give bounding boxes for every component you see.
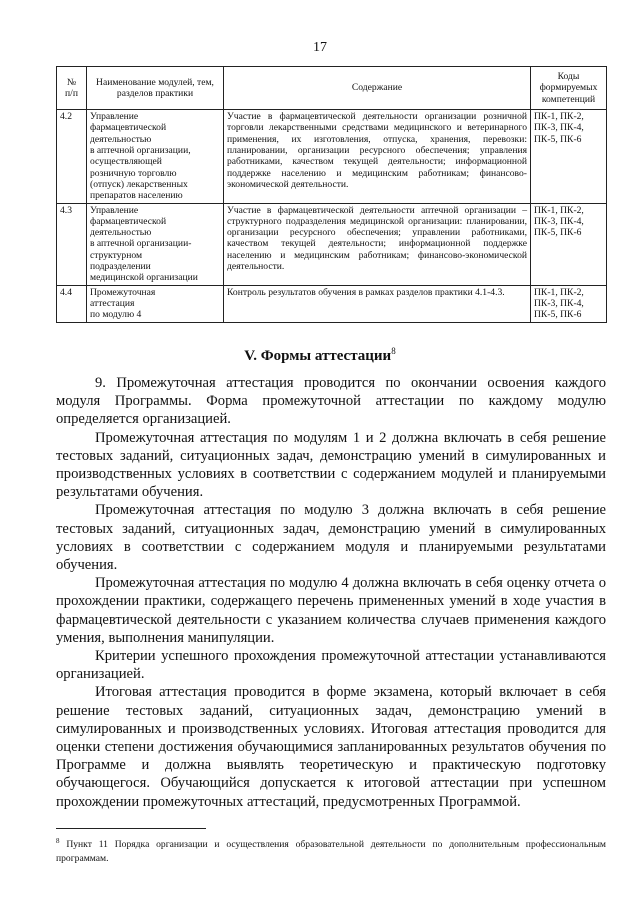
footnote (56, 834, 606, 866)
paragraph: Промежуточная аттестация по модулю 4 должна включать в себя оценку отчета о прохождении практики, содержащего перечень примененных умений в ходе участия в фармацевтической деятельности с указанием количества случаев применения каждого умения, выполнения манипуляции. (56, 575, 606, 646)
row-number: 4.3 (57, 203, 87, 285)
header-competence-codes: Коды формируемых компетенций (531, 67, 607, 110)
footnote-mark: 8 (56, 837, 60, 845)
footnote-text: Пункт 11 Порядка организации и осуществления образовательной деятельности по дополнительным профессиональным программам. (56, 839, 606, 865)
row-content: Участие в фармацевтической деятельности аптечной организации – структурного подразделения медицинской организации: планировании, организации ресурсного обеспечения; управлении работниками, качеством текущей деятельности; информационной поддержке населению и медицинским работникам; финансово-экономической деятельности. (224, 203, 531, 285)
row-content: Участие в фармацевтической деятельности организации розничной торговли лекарственными средствами медицинского и ветеринарного применения, их изготовления, отпуска, хранения, перевозки: планировании, организации ресурсного обеспечения; управления работниками, качеством текущей деятельности; информационной поддержке населению и медицинским работникам; финансово-экономической деятельности. (224, 110, 531, 204)
table-row (57, 203, 607, 285)
row-competence-codes: ПК-1, ПК-2, ПК-3, ПК-4, ПК-5, ПК-6 (531, 285, 607, 322)
body-text (56, 374, 606, 811)
page-number: 17 (313, 40, 327, 55)
header-module-name: Наименование модулей, тем, разделов практики (87, 67, 224, 110)
table-row (57, 110, 607, 204)
row-content: Контроль результатов обучения в рамках разделов практики 4.1-4.3. (224, 285, 531, 322)
row-module-name: Управление фармацевтической деятельностью в аптечной организации, осуществляющей розничную торговлю (отпуск) лекарственных препаратов населению (87, 110, 224, 204)
modules-table (56, 66, 607, 323)
footnote-reference: 8 (391, 346, 396, 356)
row-module-name: Управление фармацевтической деятельностью в аптечной организации- структурном подразделении медицинской организации (87, 203, 224, 285)
paragraph: Критерии успешного прохождения промежуточной аттестации устанавливаются организацией. (56, 648, 606, 683)
row-competence-codes: ПК-1, ПК-2, ПК-3, ПК-4, ПК-5, ПК-6 (531, 110, 607, 204)
header-number: № п/п (57, 67, 87, 110)
paragraph: 9. Промежуточная аттестация проводится по окончании освоения каждого модуля Программы. Форма промежуточной аттестации по каждому модулю определяется организацией. (56, 375, 606, 428)
row-number: 4.4 (57, 285, 87, 322)
section-title (0, 346, 640, 365)
paragraph: Промежуточная аттестация по модулям 1 и 2 должна включать в себя решение тестовых заданий, ситуационных задач, демонстрацию умений в симулированных и производственных условиях в соответствии с содержанием модулей и планируемыми результатами обучения. (56, 429, 606, 501)
table-row (57, 285, 607, 322)
header-content: Содержание (224, 67, 531, 110)
row-competence-codes: ПК-1, ПК-2, ПК-3, ПК-4, ПК-5, ПК-6 (531, 203, 607, 285)
paragraph: Итоговая аттестация проводится в форме экзамена, который включает в себя решение тестовых заданий, ситуационных задач, демонстрацию умений в симулированных и производственных условиях. Итоговая аттестация проводится для оценки степени достижения обучающимися запланированных результатов обучения по Программе и должна выявлять теоретическую и практическую подготовку обучающегося. Обучающийся допускается к итоговой аттестации при успешном прохождении промежуточных аттестаций, предусмотренных Программой. (56, 684, 606, 810)
section-title-text: V. Формы аттестации (244, 348, 392, 364)
paragraph: Промежуточная аттестация по модулю 3 должна включать в себя решение тестовых заданий, ситуационных задач, демонстрацию умений в симулированных условиях в соответствии с содержанием модуля и планируемыми результатами обучения. (56, 502, 606, 574)
footnote-divider (56, 828, 206, 829)
row-number: 4.2 (57, 110, 87, 204)
table-header-row (57, 67, 607, 110)
row-module-name: Промежуточная аттестация по модулю 4 (87, 285, 224, 322)
